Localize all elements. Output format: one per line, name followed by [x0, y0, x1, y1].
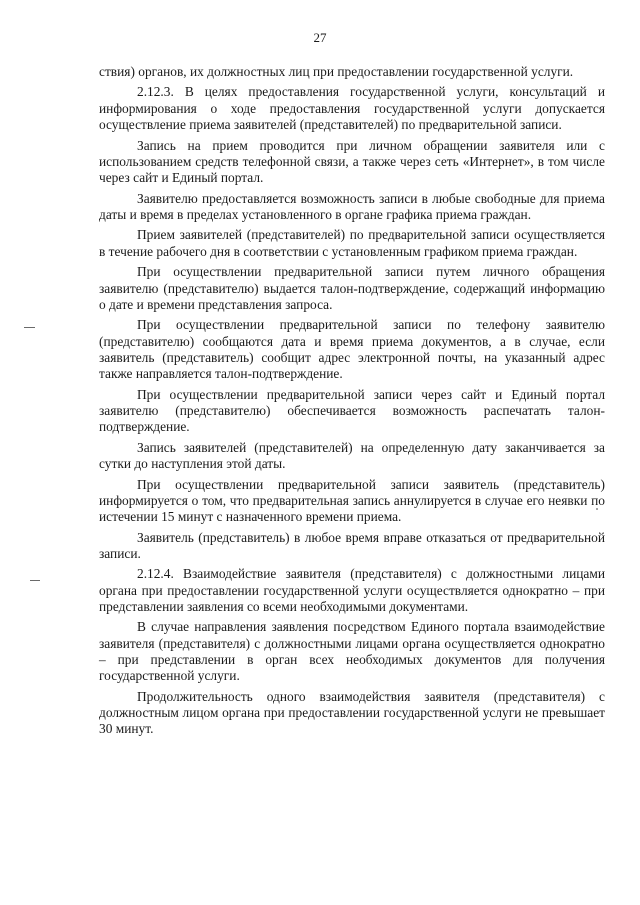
- paragraph: ствия) органов, их должностных лиц при предоставлении государственной услуги.: [99, 64, 574, 79]
- margin-mark: [30, 580, 40, 581]
- page-number: 27: [313, 30, 327, 45]
- paragraph: При осуществлении предварительной записи по телефону заявителю (представителю) сообщаются дата и время приема документов, а в случае, если заявитель (представитель) сообщит адрес электронной почты, на указанный адрес также направляется талон-подтверждение.: [99, 317, 605, 382]
- paragraph: Прием заявителей (представителей) по предварительной записи осуществляется в течение рабочего дня в соответствии с установленным графиком приема граждан.: [99, 227, 605, 259]
- paragraph: 2.12.4. Взаимодействие заявителя (представителя) с должностными лицами органа при предоставлении государственной услуги осуществляется однократно – при представлении заявления со всеми необходимыми документами.: [99, 566, 605, 614]
- document-body: [99, 64, 605, 742]
- paragraph: Запись на прием проводится при личном обращении заявителя или с использованием средств телефонной связи, а также через сеть «Интернет», в том числе через сайт и Единый портал.: [99, 137, 605, 186]
- paragraph: Продолжительность одного взаимодействия заявителя (представителя) с должностным лицом органа при предоставлении государственной услуги не превышает 30 минут.: [99, 688, 605, 737]
- paragraph: Заявитель (представитель) в любое время вправе отказаться от предварительной записи.: [99, 529, 605, 561]
- paragraph: При осуществлении предварительной записи заявитель (представитель) информируется о том, что предварительная запись аннулируется в случае его неявки по истечении 15 минут с назначенного времени приема.: [99, 476, 605, 525]
- paragraph: При осуществлении предварительной записи путем личного обращения заявителю (представителю) выдается талон-подтверждение, содержащий информацию о дате и времени представления запроса.: [99, 264, 605, 312]
- paragraph: Запись заявителей (представителей) на определенную дату заканчивается за сутки до наступления этой даты.: [99, 439, 605, 472]
- margin-mark: [24, 327, 35, 328]
- paragraph: При осуществлении предварительной записи через сайт и Единый портал заявителю (представителю) обеспечивается возможность распечатать талон-подтверждение.: [99, 386, 605, 435]
- paragraph: 2.12.3. В целях предоставления государственной услуги, консультаций и информирования о ходе предоставления государственной услуги допускается осуществление приема заявителей (представителей) по предварительной записи.: [99, 84, 605, 133]
- paragraph: Заявителю предоставляется возможность записи в любые свободные для приема даты и время в пределах установленного в органе графика приема граждан.: [99, 190, 605, 222]
- paragraph: В случае направления заявления посредством Единого портала взаимодействие заявителя (представителя) с должностными лицами органа осуществляется однократно – при представлении в орган всех необходимых документов для получения государственной услуги.: [99, 619, 605, 684]
